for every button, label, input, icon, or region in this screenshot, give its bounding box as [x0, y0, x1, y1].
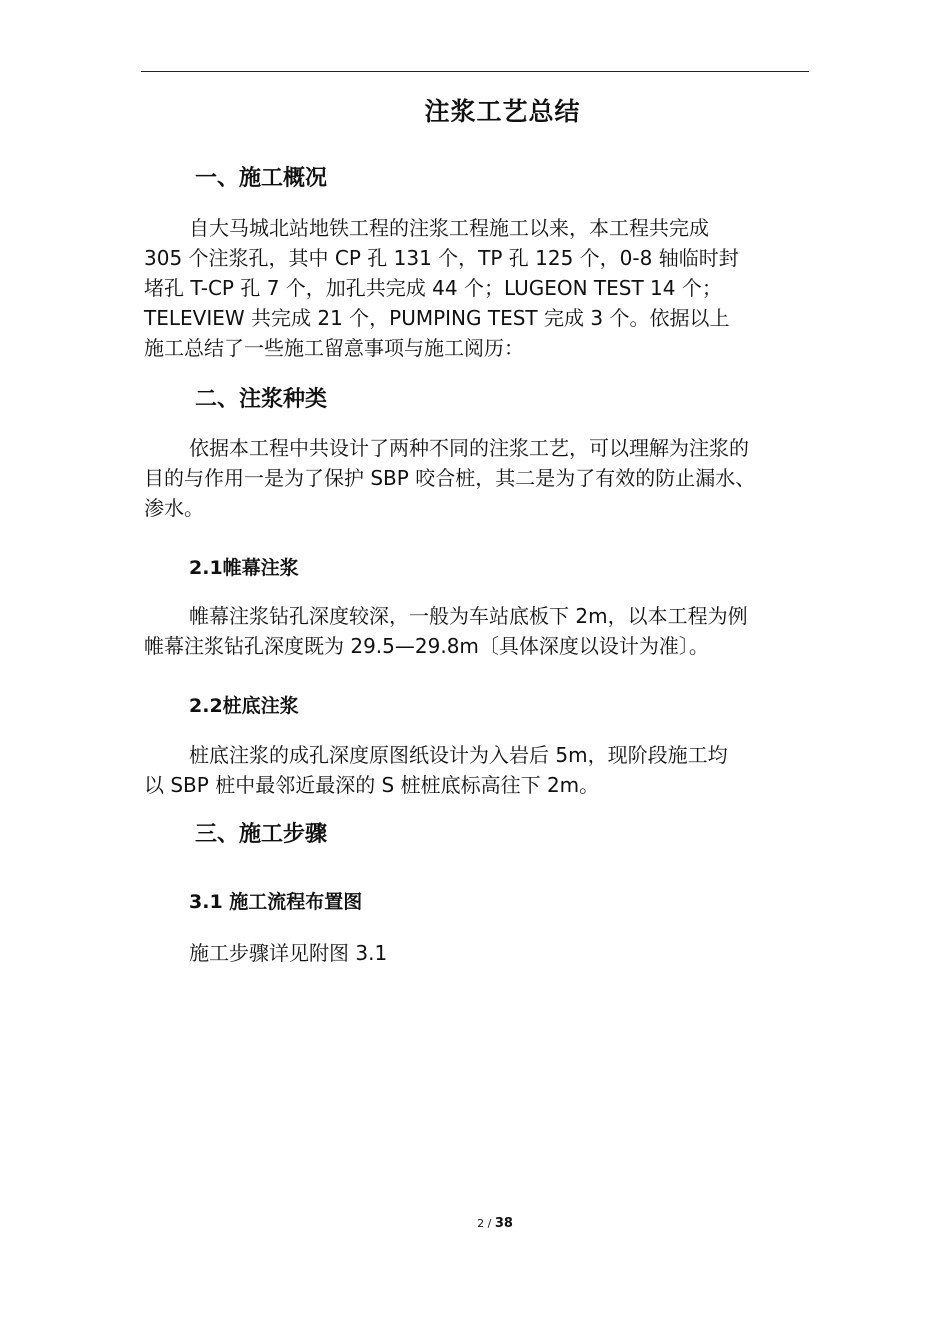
- paragraph-line: 渗水。: [144, 496, 204, 520]
- paragraph-curtain-grouting: [144, 601, 812, 661]
- paragraph-pile-bottom-grouting: [144, 740, 812, 800]
- document-title: 注浆工艺总结: [424, 97, 581, 126]
- paragraph-grouting-types: [144, 433, 812, 523]
- paragraph-line: 堵孔 T-CP 孔 7 个，加孔共完成 44 个；LUGEON TEST 14 个；: [144, 276, 722, 300]
- header-rule: [141, 71, 809, 72]
- page-separator: /: [487, 1217, 492, 1230]
- subheading-curtain-grouting: 2.1帷幕注浆: [189, 557, 299, 579]
- section-heading-construction-steps: 三、施工步骤: [195, 822, 328, 847]
- subheading-flow-layout: 3.1 施工流程布置图: [189, 891, 363, 913]
- paragraph-line: 自大马城北站地铁工程的注浆工程施工以来，本工程共完成: [189, 216, 709, 240]
- paragraph-line: 依据本工程中共设计了两种不同的注浆工艺，可以理解为注浆的: [189, 436, 749, 460]
- paragraph-line: 帷幕注浆钻孔深度较深，一般为车站底板下 2m，以本工程为例: [189, 604, 748, 628]
- total-pages: 38: [494, 1216, 513, 1231]
- paragraph-overview: [144, 213, 812, 363]
- current-page: 2: [477, 1217, 485, 1230]
- paragraph-line: 桩底注浆的成孔深度原图纸设计为入岩后 5m，现阶段施工均: [189, 743, 728, 767]
- paragraph-line: 以 SBP 桩中最邻近最深的 S 桩桩底标高往下 2m。: [144, 773, 600, 797]
- paragraph-line: TELEVIEW 共完成 21 个，PUMPING TEST 完成 3 个。依据以上: [144, 306, 730, 330]
- section-heading-grouting-types: 二、注浆种类: [195, 387, 328, 412]
- page-number: [0, 1216, 950, 1231]
- section-heading-overview: 一、施工概况: [195, 166, 328, 191]
- paragraph-line: 施工总结了一些施工留意事项与施工阅历：: [144, 336, 524, 360]
- paragraph-line: 305 个注浆孔，其中 CP 孔 131 个，TP 孔 125 个，0-8 轴临时封: [144, 246, 739, 270]
- paragraph-flow-layout: 施工步骤详见附图 3.1: [189, 941, 388, 965]
- paragraph-line: 帷幕注浆钻孔深度既为 29.5—29.8m〔具体深度以设计为准〕。: [144, 634, 709, 658]
- subheading-pile-bottom-grouting: 2.2桩底注浆: [189, 695, 299, 717]
- paragraph-line: 目的与作用一是为了保护 SBP 咬合桩，其二是为了有效的防止漏水、: [144, 466, 756, 490]
